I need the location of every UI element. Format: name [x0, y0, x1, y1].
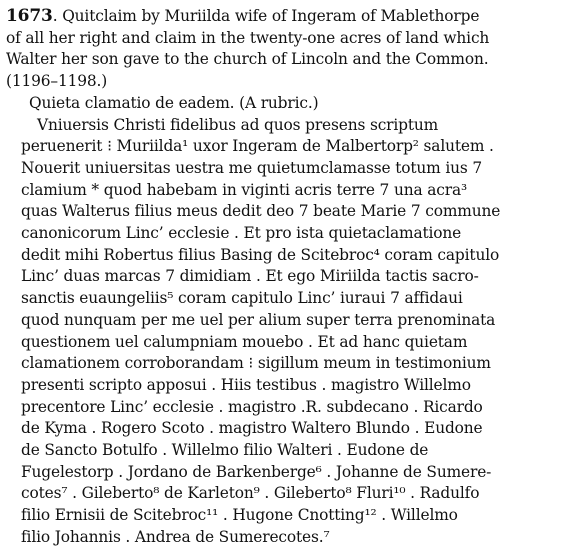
text-line: presenti scripto apposui . Hiis testibus . magistro Willelmo [21, 375, 471, 394]
entry-heading-line-1 [6, 6, 570, 28]
text-line: de Kyma . Rogero Scoto . magistro Waltero Blundo . Eudone [21, 419, 483, 438]
text-line: Linc’ duas marcas 7 dimidiam . Et ego Miriilda tactis sacro- [21, 267, 479, 286]
text-line: quas Walterus filius meus dedit deo 7 beate Marie 7 commune [21, 202, 501, 221]
text-line: de Sancto Botulfo . Willelmo filio Walteri . Eudone de [21, 441, 429, 460]
text-line: precentore Linc’ ecclesie . magistro .R. subdecano . Ricardo [21, 397, 483, 416]
text-line: quod nunquam per me uel per alium super terra prenominata [21, 310, 496, 329]
text-line: cotes⁷ . Gileberto⁸ de Karleton⁹ . Gileberto⁸ Fluri¹⁰ . Radulfo [21, 484, 480, 503]
entry-date: (1196–1198.) [6, 72, 108, 91]
entry-heading-line-3: Walter her son gave to the church of Lincoln and the Common. [6, 50, 489, 69]
text-line: canonicorum Linc’ ecclesie . Et pro ista quietaclamatione [21, 224, 462, 243]
entry-heading-text: . Quitclaim by Muriilda wife of Ingeram of Mablethorpe [52, 7, 480, 25]
text-line: sanctis euaungeliis⁵ coram capitulo Linc’ iuraui 7 affidaui [21, 289, 463, 308]
text-line: questionem uel calumpniam mouebo . Et ad hanc quietam [21, 332, 468, 351]
text-line: filio Johannis . Andrea de Sumerecotes.⁷ [21, 527, 330, 546]
text-line: Nouerit uniuersitas uestra me quietumclamasse totum ius 7 [21, 158, 483, 177]
entry-heading-line-2: of all her right and claim in the twenty-one acres of land which [6, 28, 490, 47]
text-line: clamium * quod habebam in viginti acris terre 7 una acra³ [21, 180, 467, 199]
text-line: filio Ernisii de Scitebroc¹¹ . Hugone Cnotting¹² . Willelmo [21, 506, 458, 525]
text-line: clamationem corroborandam ⁝ sigillum meum in testimonium [21, 354, 491, 373]
text-line: peruenerit ⁝ Muriilda¹ uxor Ingeram de Malbertorp² salutem . [21, 137, 494, 156]
rubric: Quieta clamatio de eadem. (A rubric.) [29, 93, 319, 112]
text-line: Fugelestorp . Jordano de Barkenberge⁶ . Johanne de Sumere- [21, 462, 492, 481]
text-line: dedit mihi Robertus filius Basing de Scitebroc⁴ coram capitulo [21, 245, 500, 264]
text-line: Vniuersis Christi fidelibus ad quos presens scriptum [37, 115, 439, 134]
charter-text [6, 115, 570, 549]
entry-number: 1673 [6, 6, 53, 26]
